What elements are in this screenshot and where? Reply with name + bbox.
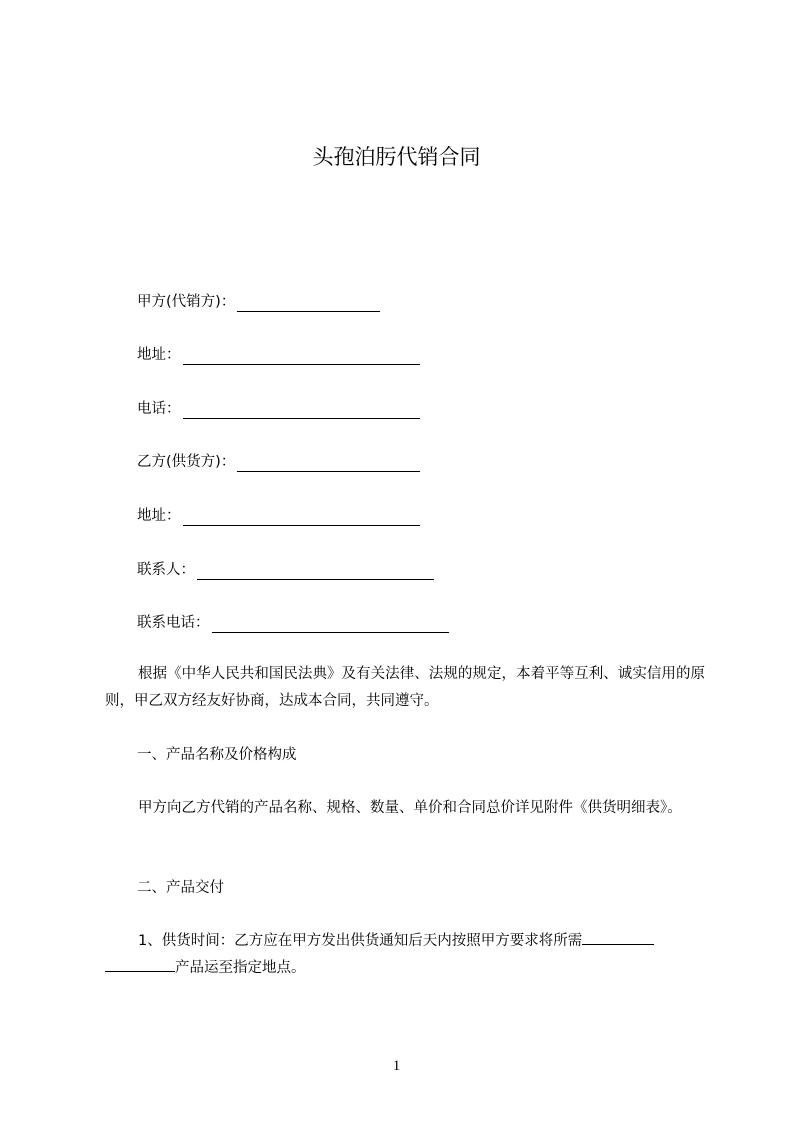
required-quantity-blank <box>582 930 654 945</box>
party-a-address-blank <box>183 350 420 365</box>
contact-phone-field <box>137 613 449 633</box>
contact-person-label: 联系人： <box>137 562 195 578</box>
required-quantity-blank-continued <box>105 957 175 972</box>
party-a-phone-field <box>137 399 420 419</box>
section-2-item-1-text-b: 产品运至指定地点。 <box>175 960 306 976</box>
contact-person-field <box>137 560 434 580</box>
party-a-address-field <box>137 345 420 365</box>
section-2-heading: 二、产品交付 <box>137 880 224 896</box>
contact-phone-label: 联系电话： <box>137 615 210 631</box>
party-a-label: 甲方(代销方)： <box>137 294 236 310</box>
party-a-phone-blank <box>183 404 420 419</box>
party-a-phone-label: 电话： <box>137 401 181 417</box>
party-b-label: 乙方(供货方)： <box>137 454 236 470</box>
party-b-address-field <box>137 506 420 526</box>
section-1-body: 甲方向乙方代销的产品名称、规格、数量、单价和合同总价详见附件《供货明细表》。 <box>138 800 682 816</box>
party-a-field <box>137 292 380 312</box>
preamble-paragraph: 根据《中华人民共和国民法典》及有关法律、法规的规定，本着平等互利、诚实信用的原则，甲乙双方经友好协商，达成本合同，共同遵守。 <box>105 666 705 709</box>
party-a-address-label: 地址： <box>137 347 181 363</box>
section-1-heading: 一、产品名称及价格构成 <box>137 747 297 763</box>
party-a-blank <box>237 297 380 312</box>
contact-person-blank <box>197 565 434 580</box>
document-title: 头孢泊肟代销合同 <box>312 145 481 169</box>
party-b-field <box>137 452 420 472</box>
section-2-item-1 <box>105 928 705 982</box>
page-number: 1 <box>392 1058 401 1074</box>
party-b-address-blank <box>183 511 420 526</box>
party-b-blank <box>237 457 420 472</box>
contact-phone-blank <box>212 618 449 633</box>
party-b-address-label: 地址： <box>137 508 181 524</box>
section-2-item-1-text-a: 1、供货时间：乙方应在甲方发出供货通知后天内按照甲方要求将所需 <box>138 933 583 949</box>
